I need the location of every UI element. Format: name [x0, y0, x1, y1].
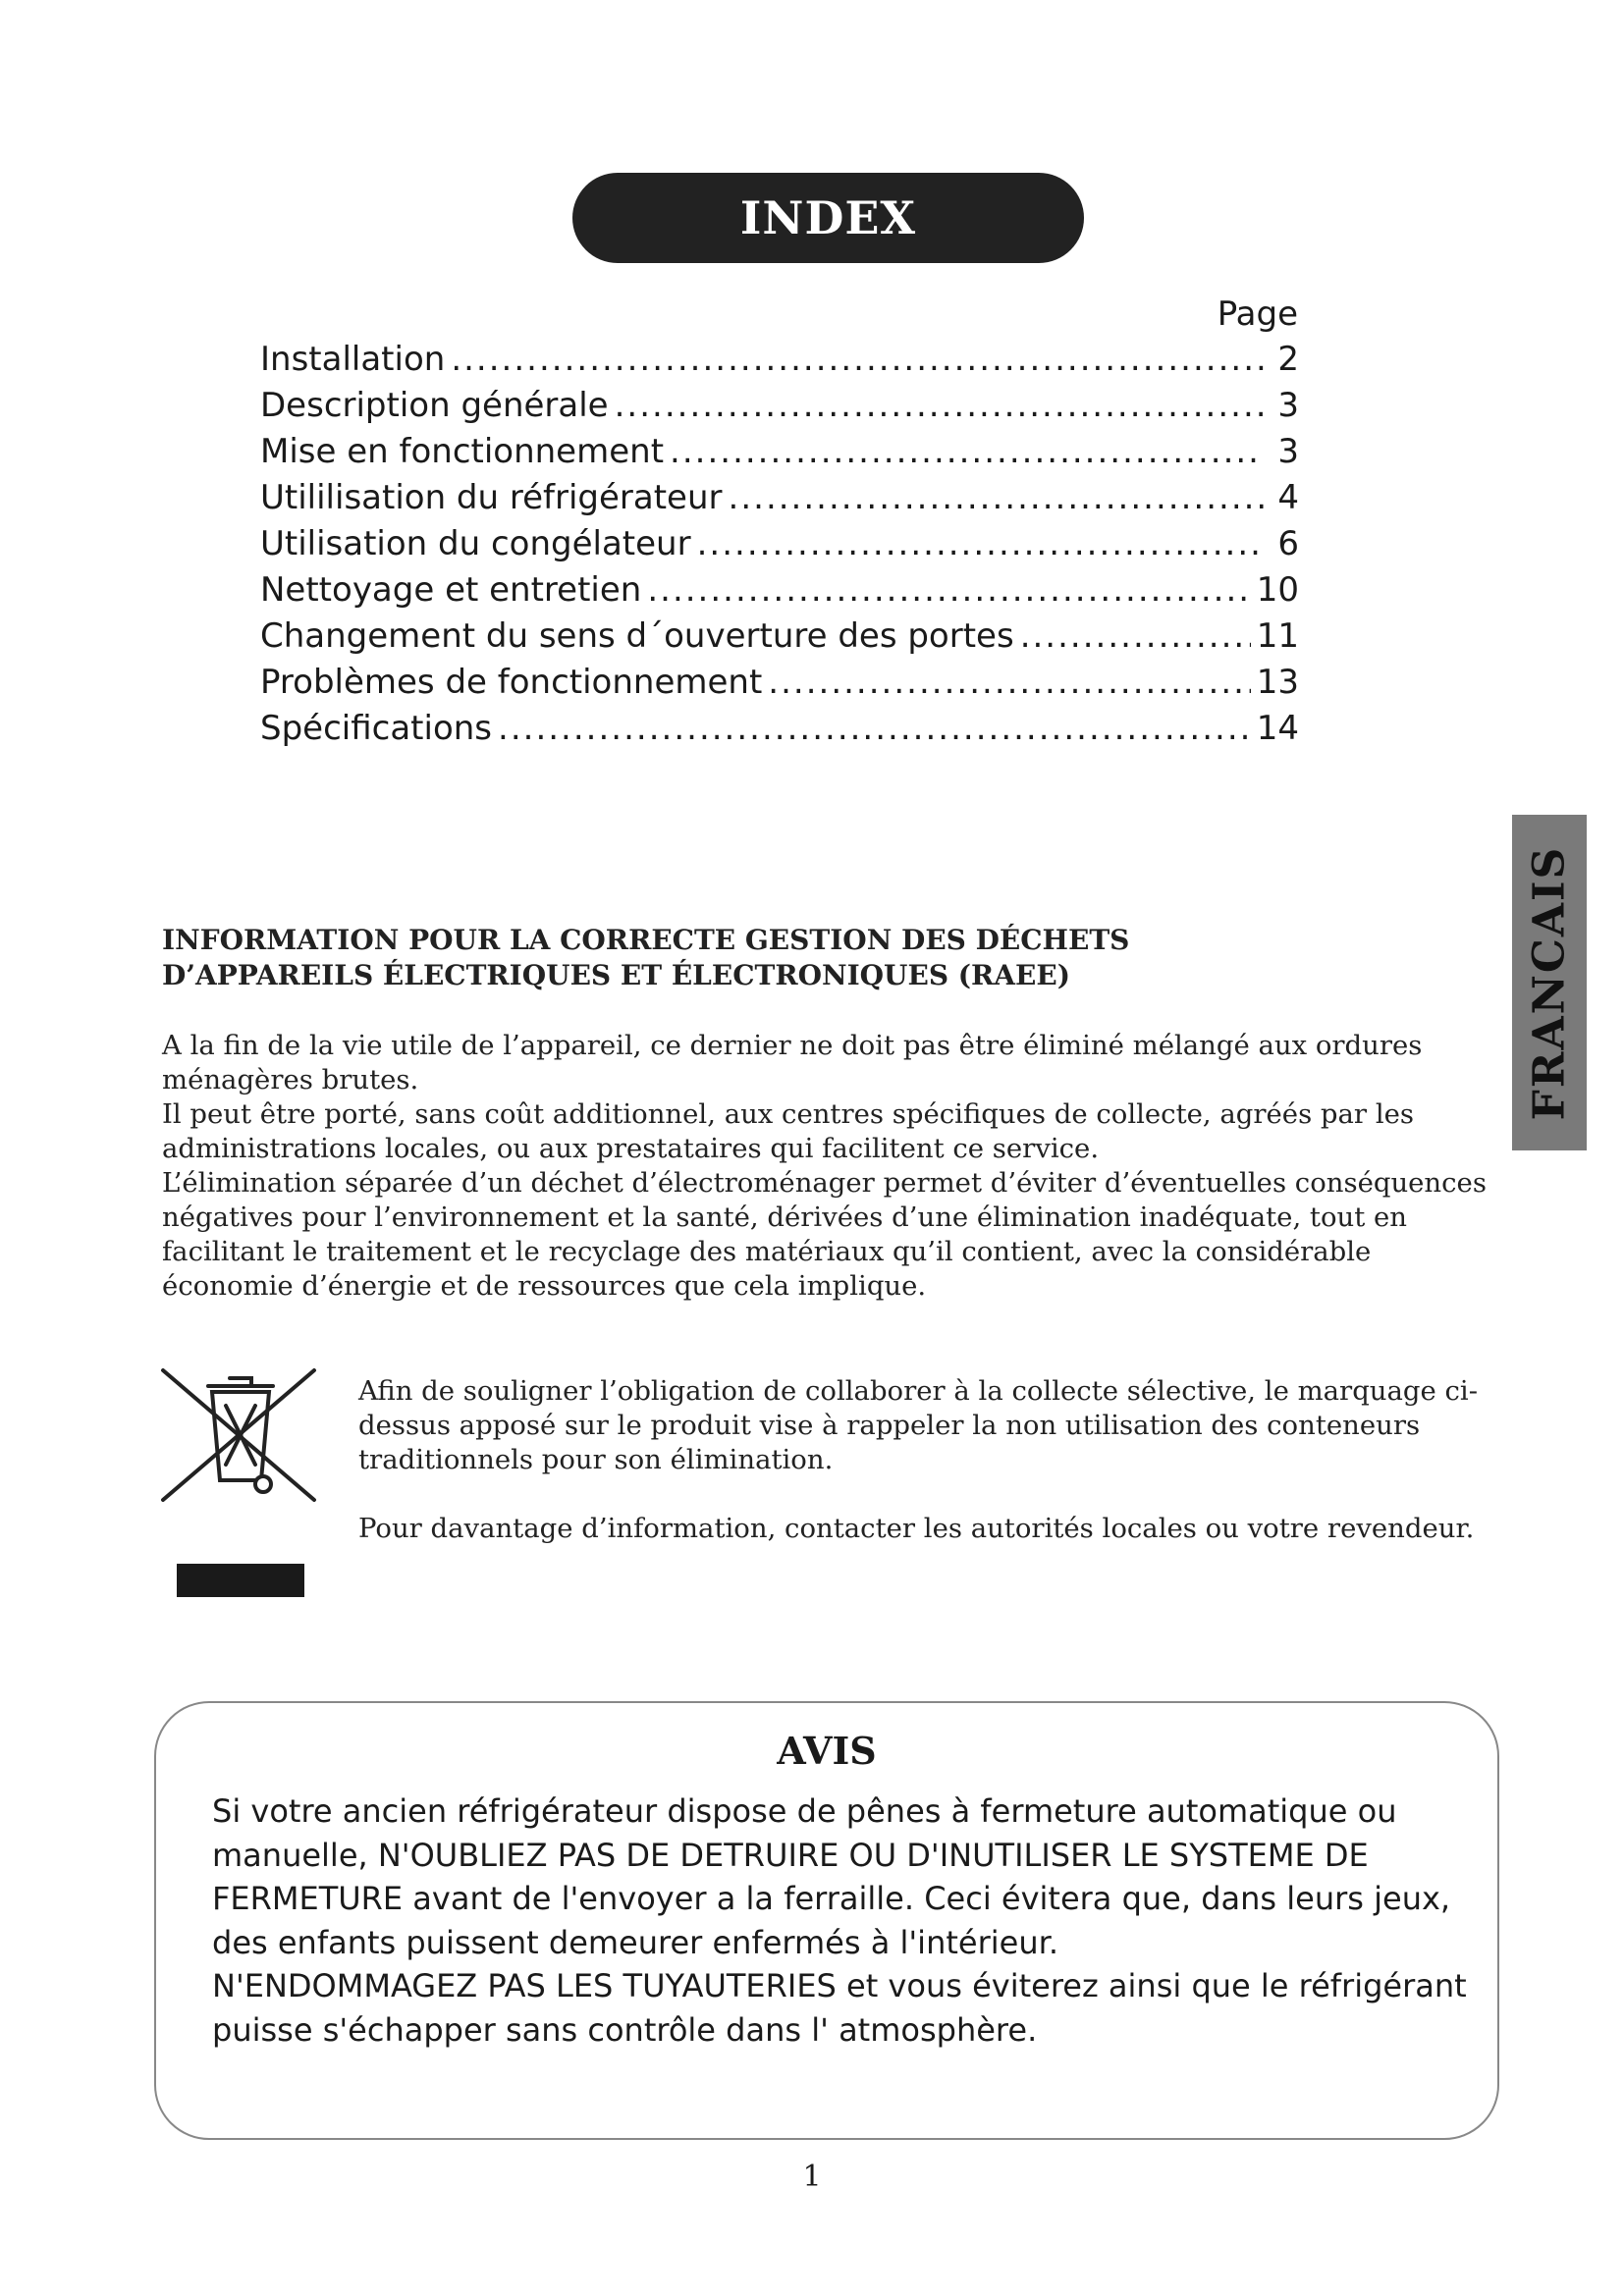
weee-contact-paragraph: Pour davantage d’information, contacter les autorités locales ou votre revendeur.	[358, 1513, 1475, 1544]
toc-entry-page: 4	[1277, 478, 1299, 517]
toc-entry[interactable]	[260, 475, 1299, 521]
avis-paragraph: N'ENDOMMAGEZ PAS LES TUYAUTERIES et vous éviterez ainsi que le réfrigérant puisse s'échapper sans contrôle dans l' atmosphère.	[212, 1967, 1467, 2049]
toc-entry-page: 6	[1277, 524, 1299, 563]
toc-entry-title: Nettoyage et entretien	[260, 570, 642, 610]
index-title: INDEX	[739, 191, 917, 244]
toc-dot-leader	[697, 521, 1264, 567]
toc-entry-title: Problèmes de fonctionnement	[260, 663, 763, 702]
toc-entry[interactable]	[260, 614, 1299, 660]
toc-entry-page: 11	[1256, 616, 1299, 656]
table-of-contents	[260, 337, 1299, 752]
weee-explanation-paragraph: Afin de souligner l’obligation de collaborer à la collecte sélective, le marquage ci-dessus apposé sur le produit vise à rappeler la non utilisation des conteneurs traditionnels pour son élimination.	[358, 1375, 1479, 1475]
avis-paragraph: Si votre ancien réfrigérateur dispose de pênes à fermeture automatique ou manuelle, N'OUBLIEZ PAS DE DETRUIRE OU D'INUTILISER LE SYSTEME DE FERMETURE avant de l'envoyer a la ferraille. Ceci évitera que, dans leurs jeux, des enfants puissent demeurer enfermés à l'intérieur.	[212, 1792, 1451, 1961]
toc-entry[interactable]	[260, 429, 1299, 475]
weee-symbol-explanation	[358, 1374, 1488, 1580]
raee-heading-line: D’APPAREILS ÉLECTRIQUES ET ÉLECTRONIQUES (RAEE)	[162, 959, 1070, 991]
toc-dot-leader	[670, 429, 1264, 475]
toc-entry[interactable]	[260, 567, 1299, 614]
toc-dot-leader	[729, 475, 1264, 521]
toc-entry-title: Mise en fonctionnement	[260, 432, 665, 471]
language-side-tab-label: FRANCAIS	[1524, 845, 1575, 1120]
page-number: 1	[802, 2160, 822, 2194]
raee-paragraph: A la fin de la vie utile de l’appareil, ce dernier ne doit pas être éliminé mélangé aux ordures ménagères brutes.	[162, 1030, 1423, 1095]
toc-dot-leader	[768, 660, 1250, 706]
toc-entry-title: Utilisation du congélateur	[260, 524, 691, 563]
toc-entry-page: 2	[1277, 340, 1299, 379]
toc-entry-page: 14	[1256, 709, 1299, 748]
toc-dot-leader	[615, 383, 1264, 429]
toc-entry-page: 3	[1277, 386, 1299, 425]
toc-entry-title: Changement du sens d´ouverture des portes	[260, 616, 1014, 656]
toc-entry[interactable]	[260, 706, 1299, 752]
toc-entry-title: Installation	[260, 340, 446, 379]
crossed-out-wheelie-bin-icon	[157, 1366, 324, 1504]
toc-entry-title: Description générale	[260, 386, 609, 425]
toc-entry-title: Spécifications	[260, 709, 493, 748]
toc-dot-leader	[498, 706, 1251, 752]
toc-entry-page: 3	[1277, 432, 1299, 471]
raee-heading-line: INFORMATION POUR LA CORRECTE GESTION DES DÉCHETS	[162, 924, 1130, 956]
toc-entry-page: 10	[1256, 570, 1299, 610]
raee-paragraph: L’élimination séparée d’un déchet d’électroménager permet d’éviter d’éventuelles conséquences négatives pour l’environnement et la santé, dérivées d’une élimination inadéquate, tout en facilitant le traitement et le recyclage des matériaux qu’il contient, avec la considérable économie d’énergie et de ressources que cela implique.	[162, 1167, 1487, 1302]
raee-heading	[162, 923, 1291, 993]
index-title-banner	[572, 173, 1084, 263]
avis-title: AVIS	[777, 1729, 877, 1773]
toc-entry-title: Utililisation du réfrigérateur	[260, 478, 723, 517]
raee-body	[162, 1029, 1497, 1304]
toc-dot-leader	[647, 567, 1250, 614]
weee-marking-bar	[177, 1564, 304, 1597]
toc-entry-page: 13	[1256, 663, 1299, 702]
avis-notice-box	[154, 1701, 1499, 2140]
toc-page-column-label: Page	[1217, 294, 1298, 334]
language-side-tab	[1512, 815, 1587, 1150]
toc-entry[interactable]	[260, 337, 1299, 383]
toc-dot-leader	[1020, 614, 1251, 660]
toc-entry[interactable]	[260, 521, 1299, 567]
raee-paragraph: Il peut être porté, sans coût additionnel, aux centres spécifiques de collecte, agréés par les administrations locales, ou aux prestataires qui facilitent ce service.	[162, 1098, 1415, 1164]
toc-dot-leader	[451, 337, 1264, 383]
avis-text	[212, 1789, 1479, 2052]
toc-entry[interactable]	[260, 660, 1299, 706]
toc-entry[interactable]	[260, 383, 1299, 429]
